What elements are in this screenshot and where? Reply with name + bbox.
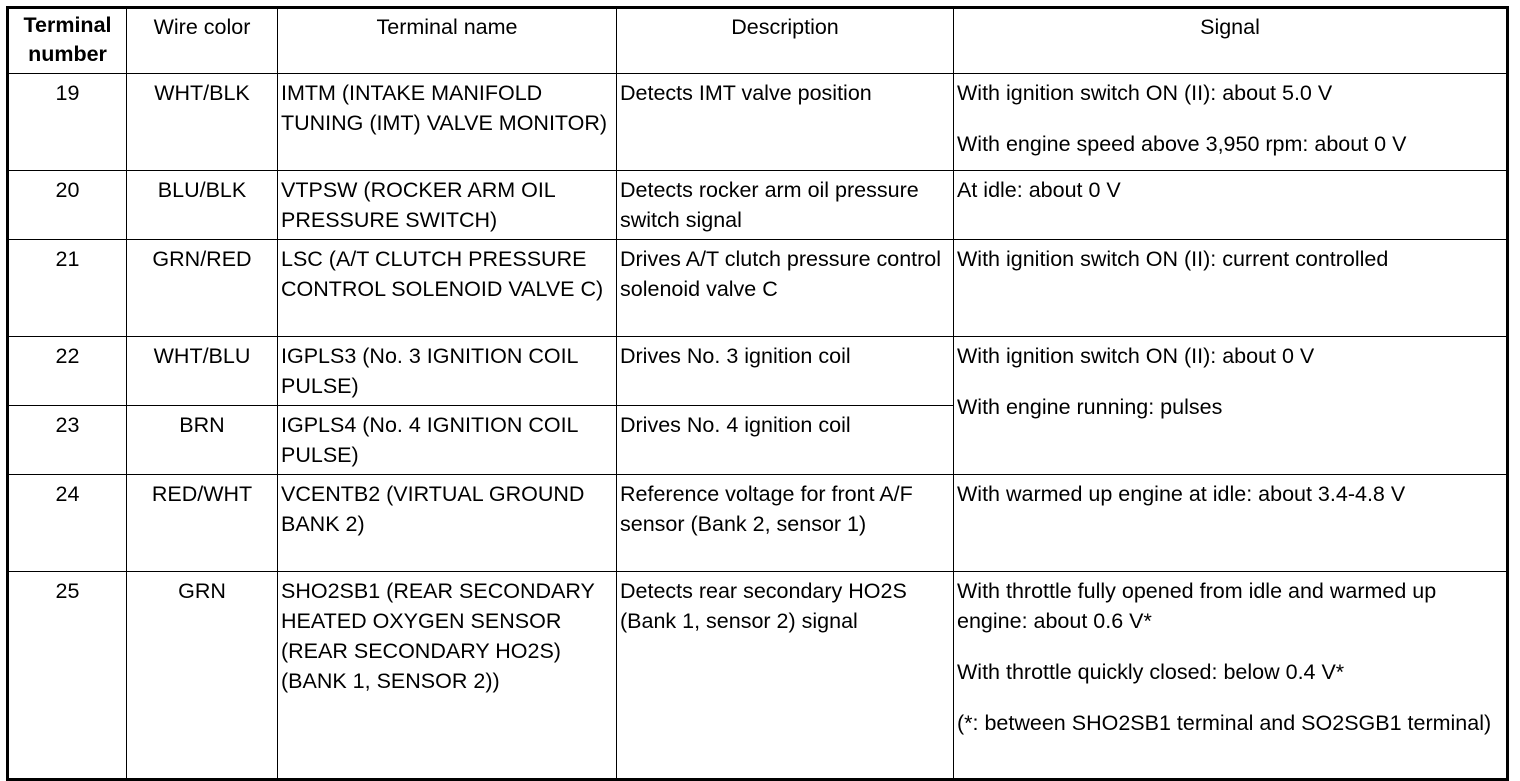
terminal-number-cell: 25 <box>8 572 127 780</box>
header-terminal-number: Terminal number <box>8 8 127 74</box>
header-wire-color: Wire color <box>127 8 278 74</box>
wire-color-cell: RED/WHT <box>127 475 278 572</box>
description-cell: Reference voltage for front A/F sensor (Bank 2, sensor 1) <box>617 475 954 572</box>
terminal-number-cell: 20 <box>8 171 127 240</box>
signal-line: With engine speed above 3,950 rpm: about 0 V <box>957 132 1407 156</box>
wire-color-cell: GRN/RED <box>127 240 278 337</box>
signal-line: With ignition switch ON (II): about 5.0 V <box>957 81 1333 105</box>
signal-cell <box>954 337 1508 475</box>
header-signal: Signal <box>954 8 1508 74</box>
terminal-name-cell: VCENTB2 (VIRTUAL GROUND BANK 2) <box>278 475 617 572</box>
signal-cell <box>954 240 1508 337</box>
table-row <box>8 240 1508 337</box>
terminal-number-cell: 21 <box>8 240 127 337</box>
terminal-number-cell: 22 <box>8 337 127 406</box>
description-cell: Detects IMT valve position <box>617 74 954 171</box>
terminal-number-cell: 24 <box>8 475 127 572</box>
signal-cell <box>954 572 1508 780</box>
wire-color-cell: BRN <box>127 406 278 475</box>
terminal-name-cell: IGPLS4 (No. 4 IGNITION COIL PULSE) <box>278 406 617 475</box>
signal-line: With throttle quickly closed: below 0.4 V* <box>957 660 1345 684</box>
description-cell: Detects rocker arm oil pressure switch signal <box>617 171 954 240</box>
terminal-name-cell: SHO2SB1 (REAR SECONDARY HEATED OXYGEN SENSOR (REAR SECONDARY HO2S) (BANK 1, SENSOR 2)) <box>278 572 617 780</box>
table-body <box>8 74 1508 780</box>
header-terminal-name: Terminal name <box>278 8 617 74</box>
table-row <box>8 475 1508 572</box>
description-cell: Drives No. 4 ignition coil <box>617 406 954 475</box>
terminal-number-cell: 23 <box>8 406 127 475</box>
terminal-name-cell: VTPSW (ROCKER ARM OIL PRESSURE SWITCH) <box>278 171 617 240</box>
terminal-number-cell: 19 <box>8 74 127 171</box>
signal-cell <box>954 171 1508 240</box>
signal-line: At idle: about 0 V <box>957 178 1121 202</box>
signal-line: With ignition switch ON (II): current controlled <box>957 247 1389 271</box>
table-row <box>8 337 1508 406</box>
table-row <box>8 74 1508 171</box>
terminal-name-cell: IGPLS3 (No. 3 IGNITION COIL PULSE) <box>278 337 617 406</box>
description-cell: Detects rear secondary HO2S (Bank 1, sensor 2) signal <box>617 572 954 780</box>
wire-color-cell: GRN <box>127 572 278 780</box>
header-description: Description <box>617 8 954 74</box>
signal-line: With engine running: pulses <box>957 395 1223 419</box>
description-cell: Drives A/T clutch pressure control solenoid valve C <box>617 240 954 337</box>
terminal-name-cell: LSC (A/T CLUTCH PRESSURE CONTROL SOLENOID VALVE C) <box>278 240 617 337</box>
wire-color-cell: BLU/BLK <box>127 171 278 240</box>
terminal-table <box>6 6 1509 781</box>
signal-line: (*: between SHO2SB1 terminal and SO2SGB1 terminal) <box>957 711 1492 735</box>
wire-color-cell: WHT/BLU <box>127 337 278 406</box>
signal-cell <box>954 74 1508 171</box>
header-row <box>8 8 1508 74</box>
table-row <box>8 171 1508 240</box>
table-header <box>8 8 1508 74</box>
terminal-name-cell: IMTM (INTAKE MANIFOLD TUNING (IMT) VALVE MONITOR) <box>278 74 617 171</box>
wire-color-cell: WHT/BLK <box>127 74 278 171</box>
table-row <box>8 572 1508 780</box>
description-cell: Drives No. 3 ignition coil <box>617 337 954 406</box>
signal-line: With throttle fully opened from idle and warmed up engine: about 0.6 V* <box>957 579 1437 633</box>
signal-line: With warmed up engine at idle: about 3.4-4.8 V <box>957 482 1406 506</box>
signal-line: With ignition switch ON (II): about 0 V <box>957 344 1315 368</box>
signal-cell <box>954 475 1508 572</box>
